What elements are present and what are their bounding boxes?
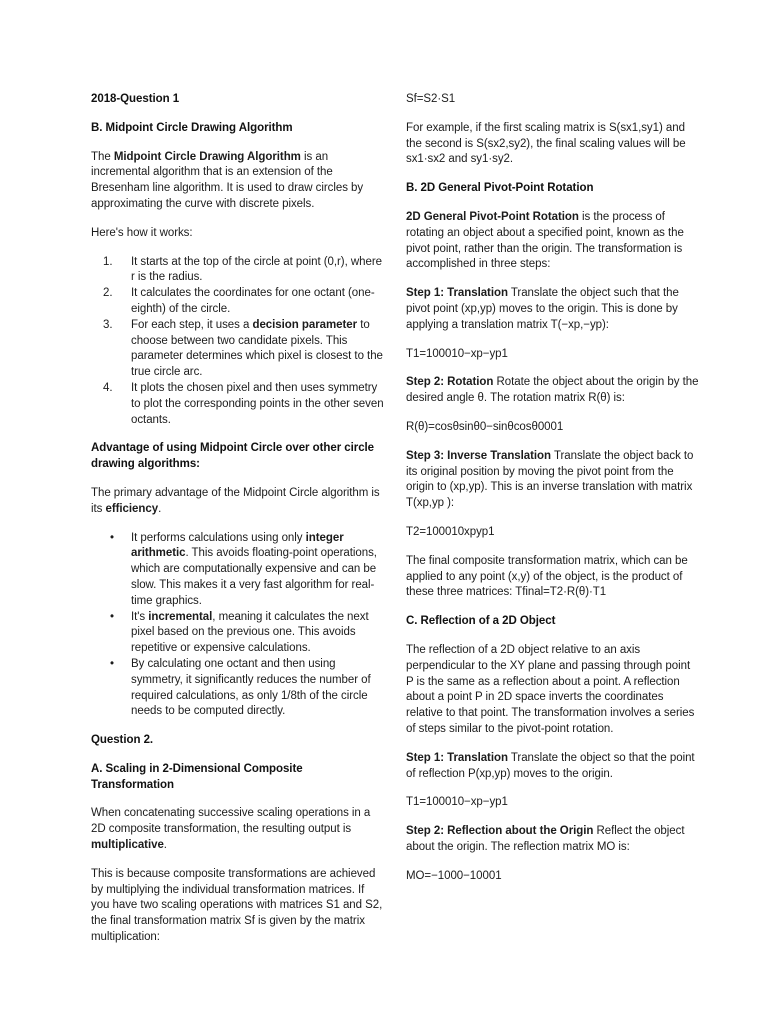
list-item xyxy=(91,381,385,428)
paragraph xyxy=(91,867,385,946)
paragraph xyxy=(91,486,385,518)
text-run: It's xyxy=(131,610,149,623)
text-run: is the process of rotating an object about a specified point, known as the pivot point, rather than the origin. The transformation is accomplished in three steps: xyxy=(406,210,684,271)
list-item xyxy=(91,318,385,381)
text-run: , meaning it calculates the next pixel based on the previous one. This avoids repetitive or expensive calculations. xyxy=(131,610,369,655)
bold-text-run: Advantage of using Midpoint Circle over other circle drawing algorithms: xyxy=(91,442,375,471)
text-run: The final composite transformation matrix, which can be applied to any point (x,y) of the object, is the product of these three matrices: Tfinal=T2·R(θ)·T1 xyxy=(406,554,688,599)
bold-text-run: C. Reflection of a 2D Object xyxy=(406,615,556,628)
list-item-text xyxy=(131,610,385,657)
list-item-text xyxy=(131,657,385,720)
text-run: The xyxy=(91,150,114,163)
text-run: MO=−1000−10001 xyxy=(406,869,502,882)
bold-text-run: Midpoint Circle Drawing Algorithm xyxy=(113,150,301,163)
paragraph xyxy=(406,210,700,273)
bullet-list xyxy=(91,531,385,721)
list-item xyxy=(91,255,385,287)
text-run: It calculates the coordinates for one octant (one-eighth) of the circle. xyxy=(131,287,375,315)
bullet-icon: • xyxy=(110,531,114,544)
paragraph xyxy=(406,751,700,783)
text-run: It starts at the top of the circle at point (0,r), where r is the radius. xyxy=(131,255,382,284)
bullet-icon: • xyxy=(110,657,114,670)
text-run: Reflect the object about the origin. The reflection matrix MO is: xyxy=(406,825,685,853)
text-run: . This avoids floating-point operations, which are computationally expensive and can be slow. This makes it a very fast algorithm for real-time graphics. xyxy=(131,547,377,607)
bullet-icon: • xyxy=(110,610,114,623)
text-run: is an incremental algorithm that is an extension of the Bresenham line algorithm. It is used to draw circles by approximating the curve with discrete pixels. xyxy=(91,150,364,210)
list-item-text xyxy=(131,531,385,610)
bold-text-run: Step 2: Rotation xyxy=(406,376,494,389)
list-item xyxy=(91,531,385,610)
bold-text-run: Question 2. xyxy=(91,734,154,747)
text-run: When concatenating successive scaling operations in a 2D composite transformation, the resulting output is xyxy=(91,807,371,836)
column-right xyxy=(406,92,700,897)
text-run: T2=100010xpyp1 xyxy=(406,525,495,538)
list-item-text xyxy=(131,255,385,287)
text-run: This is because composite transformations are achieved by multiplying the individual transformation matrices. If you have two scaling operations with matrices S1 and S2, the final transformation matrix Sf is given by the matrix multiplication: xyxy=(91,867,383,944)
list-item-text xyxy=(131,286,385,318)
heading xyxy=(91,762,385,794)
paragraph xyxy=(91,806,385,853)
text-run: For example, if the first scaling matrix is S(sx1,sy1) and the second is S(sx2,sy2), the final scaling values will be sx1·sx2 and sy1·sy2. xyxy=(406,121,686,166)
paragraph xyxy=(406,286,700,333)
list-number: 4. xyxy=(103,381,113,394)
heading xyxy=(406,181,700,197)
text-run: The primary advantage of the Midpoint Circle algorithm is its xyxy=(91,486,380,515)
heading xyxy=(91,441,385,473)
text-run: It performs calculations using only xyxy=(131,531,306,544)
formula xyxy=(406,347,700,363)
list-item-text xyxy=(131,318,385,381)
heading xyxy=(91,121,385,137)
formula xyxy=(406,869,700,885)
text-run: T1=100010−xp−yp1 xyxy=(406,796,508,809)
paragraph xyxy=(406,121,700,168)
text-run: Rotate the object about the origin by the desired angle θ. The rotation matrix R(θ) is: xyxy=(406,376,699,405)
bold-text-run: multiplicative xyxy=(91,839,164,852)
bold-text-run: B. Midpoint Circle Drawing Algorithm xyxy=(91,121,293,134)
bold-text-run: integer arithmetic xyxy=(131,531,344,560)
bold-text-run: A. Scaling in 2-Dimensional Composite Transformation xyxy=(91,762,303,791)
bold-text-run: 2D General Pivot-Point Rotation xyxy=(406,210,579,223)
bold-text-run: incremental xyxy=(148,610,213,623)
bold-text-run: B. 2D General Pivot-Point Rotation xyxy=(406,182,594,195)
bold-text-run: decision parameter xyxy=(252,318,358,331)
text-run: By calculating one octant and then using symmetry, it significantly reduces the number of required calculations, as only 1/8th of the circle needs to be computed directly. xyxy=(131,657,371,718)
text-run: It plots the chosen pixel and then uses symmetry to plot the corresponding points in the other seven octants. xyxy=(131,381,384,426)
heading xyxy=(91,92,385,108)
paragraph xyxy=(91,150,385,213)
text-run: The reflection of a 2D object relative to an axis perpendicular to the XY plane and passing through point P is the same as a reflection about a point. A reflection about a point P in 2D space inverts the coordinates relative to that point. The transformation involves a series of steps similar to the pivot-point rotation. xyxy=(406,643,695,735)
text-run: . xyxy=(158,502,162,515)
column-left xyxy=(91,92,385,959)
list-number: 2. xyxy=(103,287,113,300)
bold-text-run: Step 2: Reflection about the Origin xyxy=(406,825,594,838)
formula xyxy=(406,92,700,108)
paragraph xyxy=(406,824,700,856)
bold-text-run: Step 3: Inverse Translation xyxy=(406,449,552,462)
text-run: to choose between two candidate pixels. This parameter determines which pixel is closest to the true circle arc. xyxy=(131,318,383,379)
text-run: R(θ)=cosθsinθ0−sinθcosθ0001 xyxy=(406,420,564,433)
text-run: Sf=S2·S1 xyxy=(406,93,456,105)
paragraph xyxy=(406,375,700,407)
list-item xyxy=(91,610,385,657)
list-item xyxy=(91,657,385,720)
text-run: Translate the object such that the pivot point (xp,yp) moves to the origin. This is done by applying a translation matrix T(−xp,−yp): xyxy=(406,287,679,331)
text-run: For each step, it uses a xyxy=(131,318,253,331)
bold-text-run: Step 1: Translation xyxy=(406,751,508,764)
bold-text-run: efficiency xyxy=(105,502,159,515)
formula xyxy=(406,525,700,541)
bold-text-run: 2018-Question 1 xyxy=(91,93,180,105)
list-number: 3. xyxy=(103,318,113,331)
formula xyxy=(406,420,700,436)
list-item xyxy=(91,286,385,318)
formula xyxy=(406,795,700,811)
list-item-text xyxy=(131,381,385,428)
paragraph xyxy=(406,449,700,512)
paragraph xyxy=(406,643,700,738)
list-number: 1. xyxy=(103,255,113,268)
heading xyxy=(406,614,700,630)
text-run: . xyxy=(163,839,167,852)
ordered-list xyxy=(91,255,385,429)
text-run: T1=100010−xp−yp1 xyxy=(406,347,508,360)
paragraph xyxy=(91,226,385,242)
paragraph xyxy=(406,554,700,601)
heading xyxy=(91,733,385,749)
text-run: Here's how it works: xyxy=(91,226,193,239)
bold-text-run: Step 1: Translation xyxy=(406,287,508,300)
text-run: Translate the object so that the point of reflection P(xp,yp) moves to the origin. xyxy=(406,751,695,780)
text-run: Translate the object back to its original position by moving the pivot point from the origin to (xp,yp). This is an inverse translation with matrix T(xp,yp ): xyxy=(406,449,694,510)
